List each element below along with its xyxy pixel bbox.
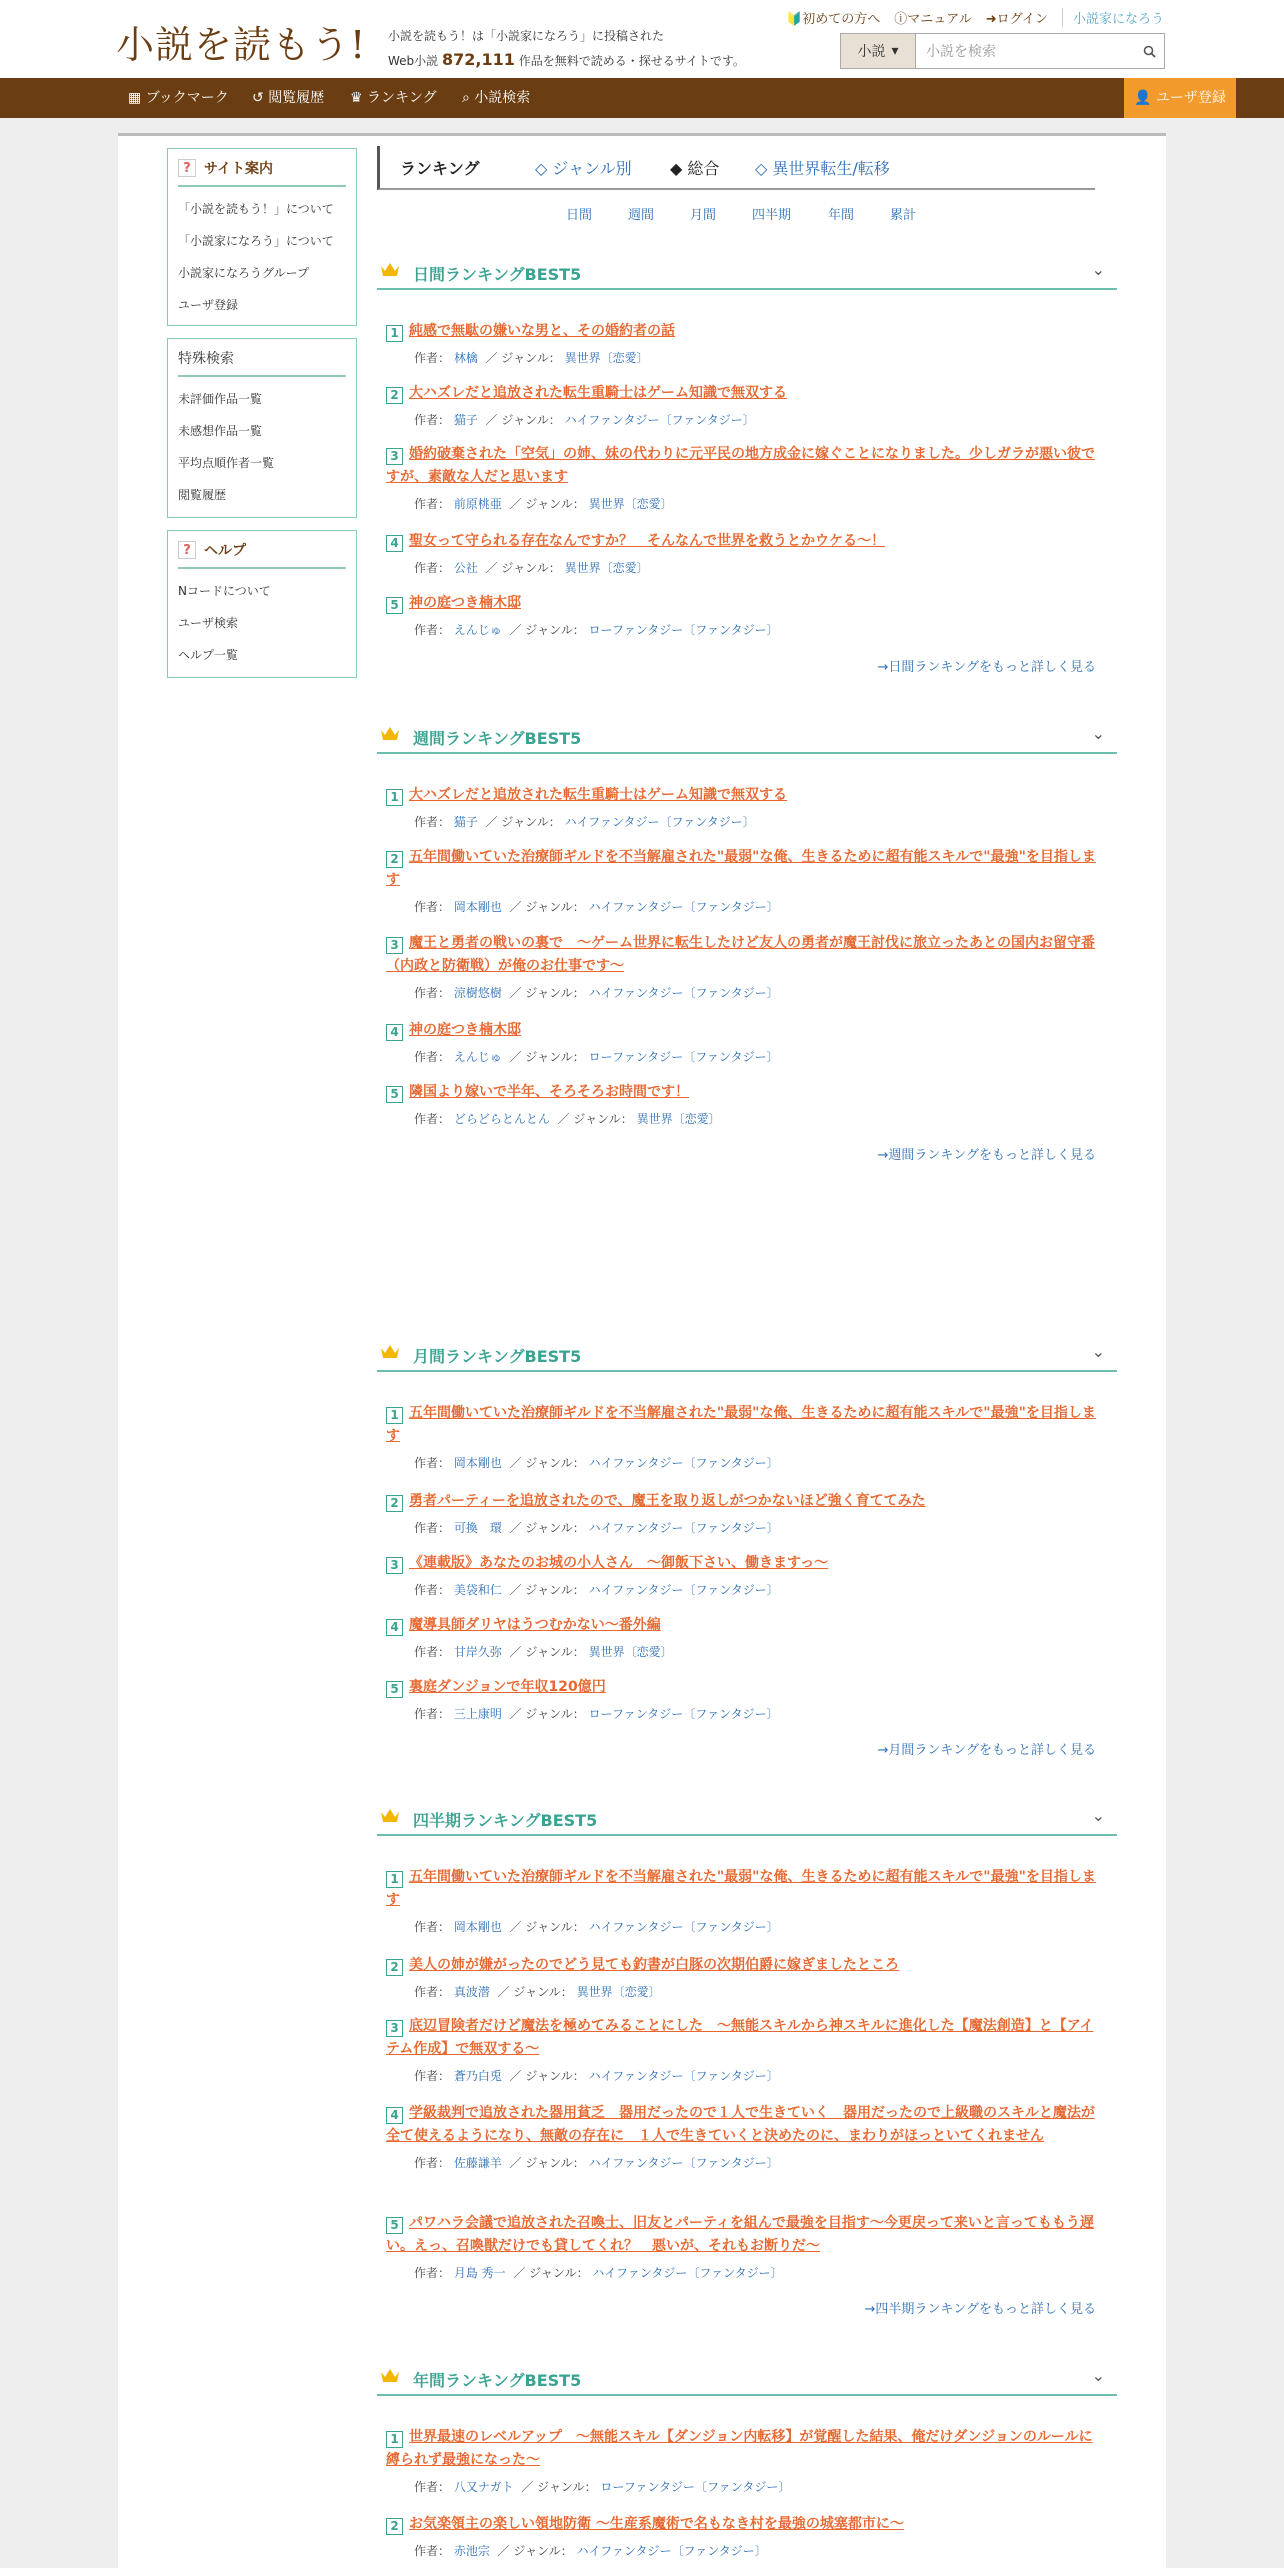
author-label: 作者： xyxy=(414,900,451,914)
novel-meta xyxy=(386,621,1106,638)
author-label: 作者： xyxy=(414,2544,451,2558)
history-icon: ↺ xyxy=(252,90,264,106)
novel-title-link[interactable] xyxy=(386,320,1106,343)
genre-label: ／ ジャンル： xyxy=(497,2544,573,2558)
rank-badge: 4 xyxy=(386,1619,403,1636)
rank-badge: 2 xyxy=(386,387,403,404)
sidebar-item-register[interactable]: ユーザ登録 xyxy=(178,298,239,312)
novel-meta xyxy=(386,2478,1106,2495)
site-guide-box xyxy=(167,148,357,326)
top-links xyxy=(786,8,1164,27)
sidebar-item-about-narou[interactable]: 「小説家になろう」について xyxy=(178,234,334,248)
genre-link[interactable]: 異世界〔恋愛〕 xyxy=(576,1985,661,1999)
genre-link[interactable]: ハイファンタジー〔ファンタジー〕 xyxy=(588,1521,779,1535)
novel-title: 大ハズレだと追放された転生重騎士はゲーム知識で無双する xyxy=(409,787,787,803)
ranking-entry xyxy=(386,1019,1106,1065)
novel-title: 学級裁判で追放された器用貧乏 器用だったので１人で生きていく 器用だったので上級職のスキルと魔法が全て使えるようになり、無敵の存在に １人で生きていくと決めたのに、まわりがほっといてくれません xyxy=(386,2105,1095,2144)
author-label: 作者： xyxy=(414,1985,451,1999)
special-search-heading: 特殊検索 xyxy=(178,347,346,377)
novel-title-link[interactable] xyxy=(386,1676,1106,1699)
genre-label: ／ ジャンル： xyxy=(509,1583,585,1597)
novel-meta xyxy=(386,411,1106,428)
daily-ranking-more-link[interactable]: →日間ランキングをもっと詳しく見る xyxy=(877,660,1096,675)
novel-title-link[interactable] xyxy=(386,1081,1106,1104)
genre-link[interactable]: ハイファンタジー〔ファンタジー〕 xyxy=(588,986,779,1000)
author-link[interactable]: 公社 xyxy=(453,561,478,575)
beginner-link[interactable]: 🔰初めての方へ xyxy=(786,12,881,27)
rank-badge: 4 xyxy=(386,1024,403,1041)
bookmark-icon: ▦ xyxy=(128,90,142,106)
site-logo[interactable]: 小説を読もう! xyxy=(116,23,367,67)
novel-meta xyxy=(386,1110,1106,1127)
sidebar-item-ncode[interactable]: Nコードについて xyxy=(178,584,271,598)
genre-label: ／ ジャンル： xyxy=(509,1050,585,1064)
beginner-link-label: 初めての方へ xyxy=(802,12,881,27)
genre-link[interactable]: 異世界〔恋愛〕 xyxy=(588,1645,673,1659)
search-input[interactable]: 小説を検索 xyxy=(926,44,996,60)
manual-link-label: マニュアル xyxy=(907,12,972,27)
nav-ranking[interactable] xyxy=(350,78,437,118)
help-title: ヘルプ xyxy=(204,543,246,559)
novel-meta xyxy=(386,2154,1106,2171)
rank-badge: 2 xyxy=(386,851,403,868)
sidebar-item-about-yomou[interactable]: 「小説を読もう！」について xyxy=(178,202,334,216)
tab-genre[interactable]: ◇ ジャンル別 xyxy=(535,159,632,178)
genre-link[interactable]: ハイファンタジー〔ファンタジー〕 xyxy=(576,2544,767,2558)
genre-link[interactable]: ローファンタジー〔ファンタジー〕 xyxy=(588,1707,779,1721)
novel-meta xyxy=(386,813,1106,830)
tab-overall[interactable]: ◆ 総合 xyxy=(670,159,720,178)
genre-label: ／ ジャンル： xyxy=(509,900,585,914)
rank-badge: 4 xyxy=(386,535,403,552)
nav-search[interactable] xyxy=(462,78,530,118)
nav-search-label: 小説検索 xyxy=(474,90,531,106)
genre-label: ／ ジャンル： xyxy=(497,1985,573,1999)
ranking-entry xyxy=(386,320,1106,366)
novel-title: 《連載版》あなたのお城の小人さん ～御飯下さい、働きますっ～ xyxy=(409,1555,829,1571)
author-link[interactable]: 涼樹悠樹 xyxy=(453,986,502,1000)
novel-meta xyxy=(386,1643,1106,1660)
genre-link[interactable]: 異世界〔恋愛〕 xyxy=(636,1112,721,1126)
genre-link[interactable]: ハイファンタジー〔ファンタジー〕 xyxy=(588,1456,779,1470)
sidebar-item-no-review[interactable]: 未感想作品一覧 xyxy=(178,424,263,438)
rank-badge: 3 xyxy=(386,937,403,954)
search-type-select[interactable] xyxy=(841,34,916,68)
author-link[interactable]: 前原桃亜 xyxy=(453,497,502,511)
rank-badge: 5 xyxy=(386,597,403,614)
author-link[interactable]: 猫子 xyxy=(453,413,478,427)
novel-title: 純感で無駄の嫌いな男と、その婚約者の話 xyxy=(409,323,675,339)
rank-badge: 5 xyxy=(386,2217,403,2234)
weekly-ranking-more-link[interactable]: →週間ランキングをもっと詳しく見る xyxy=(877,1148,1096,1163)
genre-link[interactable]: ハイファンタジー〔ファンタジー〕 xyxy=(588,2156,779,2170)
genre-label: ／ ジャンル： xyxy=(509,2156,585,2170)
section-title: 年間ランキングBEST5 xyxy=(413,2371,582,2390)
genre-label: ／ ジャンル： xyxy=(485,413,561,427)
sidebar-item-help-list[interactable]: ヘルプ一覧 xyxy=(178,648,239,662)
author-label: 作者： xyxy=(414,1521,451,1535)
novel-title: 魔王と勇者の戦いの裏で ～ゲーム世界に転生したけど友人の勇者が魔王討伐に旅立ったあとの国内お留守番（内政と防衛戦）が俺のお仕事です～ xyxy=(386,935,1095,974)
crown-icon xyxy=(380,1344,400,1360)
ranking-entry xyxy=(386,932,1106,1001)
tagline-prefix: Web小説 xyxy=(388,54,439,68)
period-tab-quarterly[interactable]: 四半期 xyxy=(752,208,792,223)
author-link[interactable]: 蒼乃白兎 xyxy=(453,2069,502,2083)
author-label: 作者： xyxy=(414,2156,451,2170)
novel-title: 聖女って守られる存在なんですか？ そんなんで世界を救うとかウケる～！ xyxy=(409,533,885,549)
novel-title-link[interactable] xyxy=(386,2102,1106,2148)
ranking-entry xyxy=(386,2015,1106,2084)
special-search-list xyxy=(168,377,356,511)
novel-title-link[interactable] xyxy=(386,2513,1106,2536)
crown-icon xyxy=(380,2368,400,2384)
author-label: 作者： xyxy=(414,413,451,427)
genre-label: ／ ジャンル： xyxy=(509,986,585,1000)
genre-link[interactable]: ハイファンタジー〔ファンタジー〕 xyxy=(564,413,755,427)
section-title: 月間ランキングBEST5 xyxy=(413,1347,582,1366)
novel-title-link[interactable] xyxy=(386,382,1106,405)
search-icon xyxy=(1143,45,1156,58)
genre-label: ／ ジャンル： xyxy=(509,497,585,511)
help-heading xyxy=(178,539,346,569)
nav-bookmark-label: ブックマーク xyxy=(145,90,229,106)
chevron-down-icon[interactable]: ⌄ xyxy=(1091,1342,1105,1361)
novel-title-link[interactable] xyxy=(386,1614,1106,1637)
author-label: 作者： xyxy=(414,2069,451,2083)
author-link[interactable]: どらどらとんとん xyxy=(453,1112,550,1126)
ranking-entry xyxy=(386,2426,1106,2495)
author-link[interactable]: 可換 環 xyxy=(453,1521,502,1535)
rank-badge: 1 xyxy=(386,1871,403,1888)
chevron-down-icon[interactable]: ⌄ xyxy=(1091,260,1105,279)
special-search-box xyxy=(167,338,357,518)
novel-title-link[interactable] xyxy=(386,2015,1106,2061)
rank-badge: 1 xyxy=(386,325,403,342)
genre-label: ／ ジャンル： xyxy=(509,1920,585,1934)
novel-count: 872,111 xyxy=(442,50,515,69)
nav-bookmark[interactable] xyxy=(128,78,229,118)
genre-link[interactable]: ハイファンタジー〔ファンタジー〕 xyxy=(588,2069,779,2083)
ranking-entry xyxy=(386,2513,1106,2559)
novel-title: 大ハズレだと追放された転生重騎士はゲーム知識で無双する xyxy=(409,385,787,401)
author-link[interactable]: 甘岸久弥 xyxy=(453,1645,502,1659)
novel-meta xyxy=(386,898,1106,915)
genre-label: ／ ジャンル： xyxy=(513,2266,589,2280)
novel-meta xyxy=(386,1581,1106,1598)
genre-link[interactable]: 異世界〔恋愛〕 xyxy=(588,497,673,511)
site-guide-list xyxy=(168,187,356,321)
novel-title-link[interactable] xyxy=(386,1954,1106,1977)
genre-label: ／ ジャンル： xyxy=(509,1521,585,1535)
author-link[interactable]: 八又ナガト xyxy=(453,2480,514,2494)
author-label: 作者： xyxy=(414,1050,451,1064)
author-link[interactable]: 美袋和仁 xyxy=(453,1583,502,1597)
tagline-line1: 小説を読もう！は「小説家になろう」に投稿された xyxy=(388,29,665,43)
genre-label: ／ ジャンル： xyxy=(509,1456,585,1470)
site-tagline xyxy=(388,24,745,73)
search-box xyxy=(840,33,1165,69)
sidebar-item-group[interactable]: 小説家になろうグループ xyxy=(178,266,310,280)
ranking-entry xyxy=(386,1081,1106,1127)
author-link[interactable]: 三上康明 xyxy=(453,1707,502,1721)
ranking-entry xyxy=(386,1552,1106,1598)
genre-link[interactable]: ローファンタジー〔ファンタジー〕 xyxy=(588,623,779,637)
author-label: 作者： xyxy=(414,497,451,511)
novel-meta xyxy=(386,559,1106,576)
novel-title: 五年間働いていた治療師ギルドを不当解雇された"最弱"な俺、生きるために超有能スキルで"最強"を目指します xyxy=(386,1405,1096,1444)
novel-title: 美人の姉が嫌がったのでどう見ても釣書が白豚の次期伯爵に嫁ぎましたところ xyxy=(409,1957,899,1973)
ranking-entry xyxy=(386,846,1106,915)
author-link[interactable]: 赤池宗 xyxy=(453,2544,490,2558)
ranking-title: ランキング xyxy=(400,159,480,178)
author-link[interactable]: 月島 秀一 xyxy=(453,2266,506,2280)
monthly-ranking-more-link[interactable]: →月間ランキングをもっと詳しく見る xyxy=(877,1743,1096,1758)
novel-title-link[interactable] xyxy=(386,932,1106,978)
genre-link[interactable]: 異世界〔恋愛〕 xyxy=(564,561,649,575)
author-label: 作者： xyxy=(414,351,451,365)
author-label: 作者： xyxy=(414,1920,451,1934)
author-label: 作者： xyxy=(414,623,451,637)
sidebar-item-user-search[interactable]: ユーザ検索 xyxy=(178,616,239,630)
rank-badge: 2 xyxy=(386,1959,403,1976)
genre-label: ／ ジャンル： xyxy=(509,1707,585,1721)
rank-badge: 3 xyxy=(386,2020,403,2037)
crown-icon xyxy=(380,726,400,742)
rank-badge: 5 xyxy=(386,1681,403,1698)
user-register-button[interactable] xyxy=(1124,78,1236,118)
author-link[interactable]: えんじゅ xyxy=(453,623,502,637)
novel-meta xyxy=(386,984,1106,1001)
author-link[interactable]: えんじゅ xyxy=(453,1050,502,1064)
ranking-entry xyxy=(386,2102,1106,2171)
nav-history-label: 閲覧履歴 xyxy=(268,90,325,106)
tagline-suffix: 作品を無料で読める・探せるサイトです。 xyxy=(518,54,745,68)
help-box xyxy=(167,530,357,678)
question-icon: ? xyxy=(178,159,196,177)
ranking-entry xyxy=(386,1490,1106,1536)
novel-title-link[interactable] xyxy=(386,1402,1106,1448)
author-link[interactable]: 岡本剛也 xyxy=(453,1456,502,1470)
period-tab-total[interactable]: 累計 xyxy=(890,208,917,223)
novel-title: 婚約破棄された「空気」の姉、妹の代わりに元平民の地方成金に嫁ぐことになりました。少しガラが悪い彼ですが、素敵な人だと思います xyxy=(386,446,1095,485)
novel-title: パワハラ会議で追放された召喚士、旧友とパーティを組んで最強を目指す～今更戻って来いと言ってももう遅い。えっ、召喚獣だけでも貸してくれ？ 悪いが、それもお断りだ～ xyxy=(386,2215,1094,2254)
daily-ranking-header[interactable] xyxy=(377,254,1117,290)
section-title: 週間ランキングBEST5 xyxy=(413,729,582,748)
author-link[interactable]: 林檎 xyxy=(453,351,478,365)
genre-label: ／ ジャンル： xyxy=(509,1645,585,1659)
genre-link[interactable]: ローファンタジー〔ファンタジー〕 xyxy=(588,1050,779,1064)
ranking-entry xyxy=(386,1676,1106,1722)
search-icon: ⌕ xyxy=(462,90,470,106)
sidebar-item-unrated[interactable]: 未評価作品一覧 xyxy=(178,392,263,406)
nav-history[interactable] xyxy=(252,78,324,118)
ranking-tabs xyxy=(377,146,1095,190)
genre-link[interactable]: ハイファンタジー〔ファンタジー〕 xyxy=(588,1920,779,1934)
rank-badge: 5 xyxy=(386,1086,403,1103)
rank-badge: 1 xyxy=(386,1407,403,1424)
monthly-ranking-header[interactable] xyxy=(377,1336,1117,1372)
section-title: 四半期ランキングBEST5 xyxy=(413,1811,598,1830)
author-label: 作者： xyxy=(414,815,451,829)
login-link[interactable]: ➜ログイン xyxy=(985,12,1048,27)
novel-title: 裏庭ダンジョンで年収120億円 xyxy=(409,1679,606,1695)
novel-title-link[interactable] xyxy=(386,1866,1106,1912)
genre-label: ／ ジャンル： xyxy=(485,561,561,575)
novel-meta xyxy=(386,495,1106,512)
search-button[interactable] xyxy=(1134,34,1164,68)
crown-icon: ♛ xyxy=(350,90,363,106)
novel-meta xyxy=(386,1983,1106,2000)
novel-title: 勇者パーティーを追放されたので、魔王を取り返しがつかないほど強く育ててみた xyxy=(409,1493,926,1509)
novel-title: お気楽領主の楽しい領地防衛 ～生産系魔術で名もなき村を最強の城塞都市に～ xyxy=(409,2516,904,2532)
novel-meta xyxy=(386,2542,1106,2559)
author-link[interactable]: 岡本剛也 xyxy=(453,900,502,914)
genre-link[interactable]: ハイファンタジー〔ファンタジー〕 xyxy=(592,2266,783,2280)
ranking-entry xyxy=(386,530,1106,576)
author-label: 作者： xyxy=(414,1112,451,1126)
rank-badge: 3 xyxy=(386,448,403,465)
yearly-ranking-header[interactable] xyxy=(377,2360,1117,2396)
genre-link[interactable]: ハイファンタジー〔ファンタジー〕 xyxy=(588,1583,779,1597)
rank-badge: 2 xyxy=(386,2518,403,2535)
rank-badge: 2 xyxy=(386,1495,403,1512)
question-icon: ? xyxy=(178,541,196,559)
novel-title-link[interactable] xyxy=(386,846,1106,892)
novel-title-link[interactable] xyxy=(386,1552,1106,1575)
novel-meta xyxy=(386,1705,1106,1722)
novel-title-link[interactable] xyxy=(386,2426,1106,2472)
novel-title: 世界最速のレベルアップ ～無能スキル【ダンジョン内転移】が覚醒した結果、俺だけダンジョンのルールに縛られず最強になった～ xyxy=(386,2429,1093,2468)
novel-title: 魔導具師ダリヤはうつむかない～番外編 xyxy=(409,1617,661,1633)
genre-label: ／ ジャンル： xyxy=(521,2480,597,2494)
crown-icon xyxy=(380,262,400,278)
novel-title: 五年間働いていた治療師ギルドを不当解雇された"最弱"な俺、生きるために超有能スキルで"最強"を目指します xyxy=(386,1869,1096,1908)
period-tab-weekly[interactable]: 週間 xyxy=(628,208,655,223)
novel-meta xyxy=(386,1048,1106,1065)
novel-meta xyxy=(386,1454,1106,1471)
author-label: 作者： xyxy=(414,1583,451,1597)
rank-badge: 1 xyxy=(386,789,403,806)
crown-icon xyxy=(380,1808,400,1824)
author-link[interactable]: 岡本剛也 xyxy=(453,1920,502,1934)
genre-label: ／ ジャンル： xyxy=(485,815,561,829)
quarterly-ranking-header[interactable] xyxy=(377,1800,1117,1836)
rank-badge: 3 xyxy=(386,1557,403,1574)
author-link[interactable]: 猫子 xyxy=(453,815,478,829)
ranking-entry xyxy=(386,1866,1106,1935)
narou-brand-link[interactable]: 小説家になろう xyxy=(1062,8,1164,27)
author-label: 作者： xyxy=(414,2266,451,2280)
novel-title-link[interactable] xyxy=(386,443,1106,489)
author-link[interactable]: 佐藤謙羊 xyxy=(453,2156,502,2170)
ranking-entry xyxy=(386,382,1106,428)
site-guide-title: サイト案内 xyxy=(204,161,274,177)
tagline-line2 xyxy=(388,48,745,73)
user-icon: 👤 xyxy=(1134,90,1152,106)
chevron-down-icon[interactable]: ⌄ xyxy=(1091,1806,1105,1825)
sidebar-item-view-history[interactable]: 閲覧履歴 xyxy=(178,488,227,502)
novel-title-link[interactable] xyxy=(386,2212,1106,2258)
novel-meta xyxy=(386,2067,1106,2084)
novel-title: 底辺冒険者だけど魔法を極めてみることにした ～無能スキルから神スキルに進化した【魔法創造】と【アイテム作成】で無双する～ xyxy=(386,2018,1094,2057)
chevron-down-icon[interactable]: ⌄ xyxy=(1091,724,1105,743)
novel-meta xyxy=(386,349,1106,366)
help-list xyxy=(168,569,356,671)
author-label: 作者： xyxy=(414,2480,451,2494)
ranking-entry xyxy=(386,1954,1106,2000)
novel-title: 神の庭つき楠木邸 xyxy=(409,1022,521,1038)
novel-meta xyxy=(386,1519,1106,1536)
nav-ranking-label: ランキング xyxy=(367,90,437,106)
site-header xyxy=(0,0,1284,78)
period-tab-daily[interactable]: 日間 xyxy=(566,208,593,223)
author-label: 作者： xyxy=(414,1456,451,1470)
genre-label: ／ ジャンル： xyxy=(509,623,585,637)
author-label: 作者： xyxy=(414,986,451,1000)
novel-title: 隣国より嫁いで半年、そろそろお時間です！ xyxy=(409,1084,689,1100)
genre-label: ／ ジャンル： xyxy=(509,2069,585,2083)
period-tab-monthly[interactable]: 月間 xyxy=(690,208,717,223)
ranking-entry xyxy=(386,2212,1106,2281)
novel-title-link[interactable] xyxy=(386,1490,1106,1513)
ranking-entry xyxy=(386,1402,1106,1471)
author-label: 作者： xyxy=(414,561,451,575)
author-label: 作者： xyxy=(414,1707,451,1721)
novel-title-link[interactable] xyxy=(386,592,1106,615)
genre-label: ／ ジャンル： xyxy=(557,1112,633,1126)
login-link-label: ログイン xyxy=(996,12,1048,27)
novel-title: 神の庭つき楠木邸 xyxy=(409,595,521,611)
main-nav xyxy=(0,78,1284,118)
period-tab-yearly[interactable]: 年間 xyxy=(828,208,855,223)
author-label: 作者： xyxy=(414,1645,451,1659)
chevron-down-icon[interactable]: ⌄ xyxy=(1091,2366,1105,2385)
site-guide-heading xyxy=(178,157,346,187)
novel-meta xyxy=(386,2264,1106,2281)
genre-link[interactable]: ハイファンタジー〔ファンタジー〕 xyxy=(564,815,755,829)
genre-link[interactable]: ローファンタジー〔ファンタジー〕 xyxy=(600,2480,791,2494)
weekly-ranking-header[interactable] xyxy=(377,718,1117,754)
genre-link[interactable]: ハイファンタジー〔ファンタジー〕 xyxy=(588,900,779,914)
rank-badge: 1 xyxy=(386,2431,403,2448)
ranking-entry xyxy=(386,592,1106,638)
novel-meta xyxy=(386,1918,1106,1935)
novel-title-link[interactable] xyxy=(386,784,1106,807)
author-link[interactable]: 真波潜 xyxy=(453,1985,490,1999)
user-register-label: ユーザ登録 xyxy=(1155,90,1226,106)
novel-title-link[interactable] xyxy=(386,530,1106,553)
search-type-value: 小説 xyxy=(857,44,886,60)
sidebar-item-avg-score[interactable]: 平均点順作者一覧 xyxy=(178,456,275,470)
novel-title: 五年間働いていた治療師ギルドを不当解雇された"最弱"な俺、生きるために超有能スキルで"最強"を目指します xyxy=(386,849,1096,888)
section-title: 日間ランキングBEST5 xyxy=(413,265,582,284)
genre-label: ／ ジャンル： xyxy=(485,351,561,365)
ranking-entry xyxy=(386,443,1106,512)
ranking-entry xyxy=(386,784,1106,830)
novel-title-link[interactable] xyxy=(386,1019,1106,1042)
manual-link[interactable]: ⓘマニュアル xyxy=(894,12,972,27)
rank-badge: 4 xyxy=(386,2107,403,2124)
ranking-entry xyxy=(386,1614,1106,1660)
genre-link[interactable]: 異世界〔恋愛〕 xyxy=(564,351,649,365)
tab-isekai[interactable]: ◇ 異世界転生/転移 xyxy=(755,159,890,178)
chevron-down-icon: ▾ xyxy=(891,43,899,59)
quarterly-ranking-more-link[interactable]: →四半期ランキングをもっと詳しく見る xyxy=(864,2302,1096,2317)
